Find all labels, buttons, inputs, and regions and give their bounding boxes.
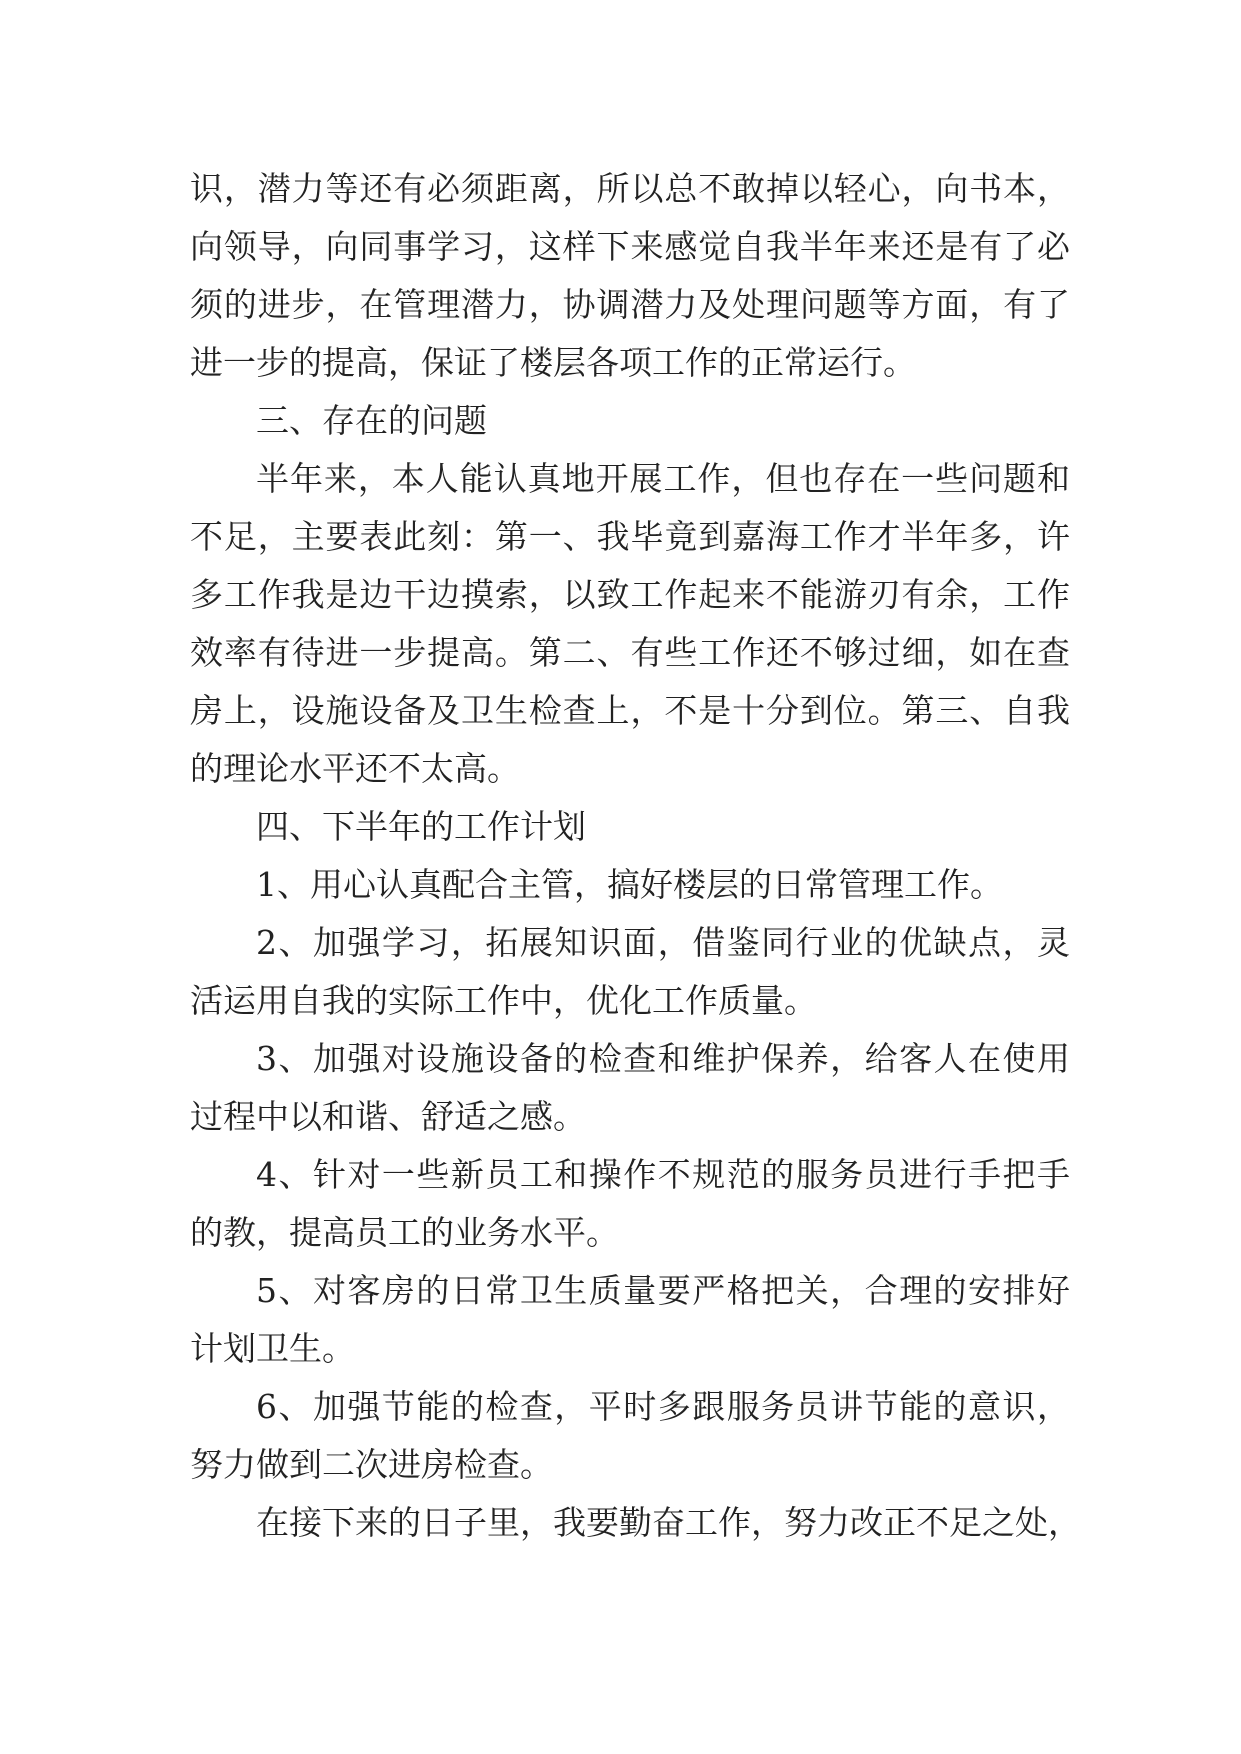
list-item: 2、加强学习，拓展知识面，借鉴同行业的优缺点，灵 <box>256 923 1070 962</box>
text-line: 多工作我是边干边摸索，以致工作起来不能游刃有余，工作 <box>190 575 1070 614</box>
text-line: 的教，提高员工的业务水平。 <box>190 1213 619 1252</box>
section-heading: 三、存在的问题 <box>256 401 487 440</box>
text-line: 过程中以和谐、舒适之感。 <box>190 1097 586 1136</box>
text-line: 不足，主要表此刻：第一、我毕竟到嘉海工作才半年多，许 <box>190 517 1070 556</box>
section-heading: 四、下半年的工作计划 <box>256 807 586 846</box>
text-line: 在接下来的日子里，我要勤奋工作，努力改正不足之处， <box>256 1503 1081 1542</box>
text-line: 半年来，本人能认真地开展工作，但也存在一些问题和 <box>256 459 1070 498</box>
text-line: 识，潜力等还有必须距离，所以总不敢掉以轻心，向书本， <box>190 169 1070 208</box>
list-item: 1、用心认真配合主管，搞好楼层的日常管理工作。 <box>256 865 1003 904</box>
text-line: 进一步的提高，保证了楼层各项工作的正常运行。 <box>190 343 916 382</box>
text-line: 须的进步，在管理潜力，协调潜力及处理问题等方面，有了 <box>190 285 1070 324</box>
text-line: 活运用自我的实际工作中，优化工作质量。 <box>190 981 817 1020</box>
list-item: 6、加强节能的检查，平时多跟服务员讲节能的意识， <box>256 1387 1070 1426</box>
text-line: 房上，设施设备及卫生检查上，不是十分到位。第三、自我 <box>190 691 1070 730</box>
text-line: 向领导，向同事学习，这样下来感觉自我半年来还是有了必 <box>190 227 1070 266</box>
text-line: 计划卫生。 <box>190 1329 355 1368</box>
text-line: 的理论水平还不太高。 <box>190 749 520 788</box>
list-item: 3、加强对设施设备的检查和维护保养，给客人在使用 <box>256 1039 1070 1078</box>
text-line: 效率有待进一步提高。第二、有些工作还不够过细，如在查 <box>190 633 1070 672</box>
list-item: 4、针对一些新员工和操作不规范的服务员进行手把手 <box>256 1155 1070 1194</box>
text-line: 努力做到二次进房检查。 <box>190 1445 553 1484</box>
list-item: 5、对客房的日常卫生质量要严格把关，合理的安排好 <box>256 1271 1070 1310</box>
